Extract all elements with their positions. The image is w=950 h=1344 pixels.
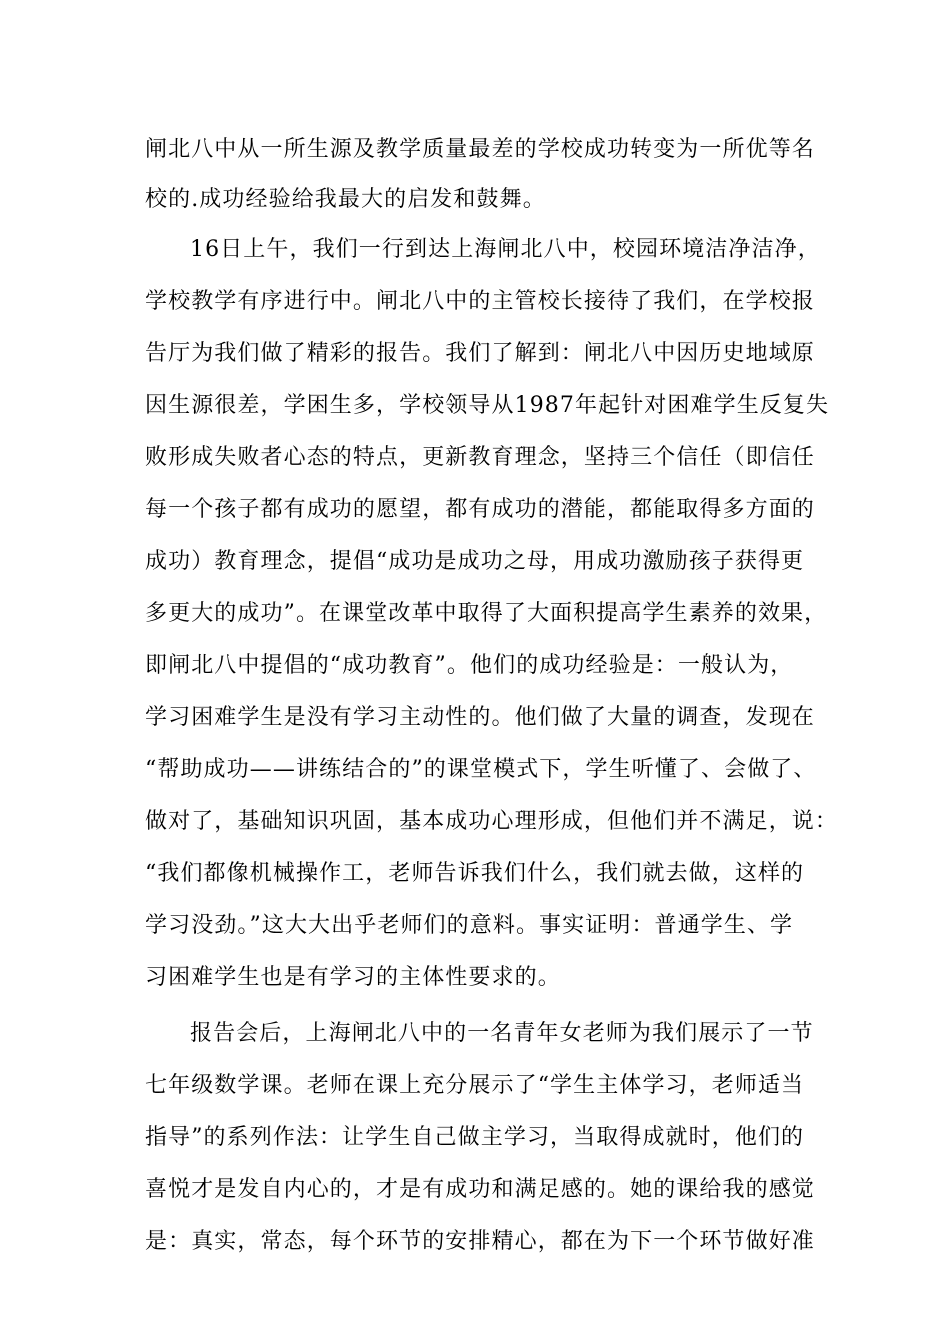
text-line: 学校教学有序进行中。闸北八中的主管校长接待了我们，在学校报 [145, 289, 815, 314]
text-line: 每一个孩子都有成功的愿望，都有成功的潜能，都能取得多方面的 [145, 497, 815, 522]
text-line: “我们都像机械操作工，老师告诉我们什么，我们就去做，这样的 [145, 861, 805, 886]
text-line: 七年级数学课。老师在课上充分展示了“学生主体学习，老师适当 [145, 1073, 805, 1098]
text-line: 学习没劲。”这大大出乎老师们的意料。事实证明：普通学生、学 [145, 913, 794, 938]
text-line: 闸北八中从一所生源及教学质量最差的学校成功转变为一所优等名 [145, 137, 815, 162]
text-line: 喜悦才是发自内心的，才是有成功和满足感的。她的课给我的感觉 [145, 1177, 815, 1202]
text-line: 校的.成功经验给我最大的启发和鼓舞。 [145, 187, 546, 212]
text-line: 是：真实，常态，每个环节的安排精心，都在为下一个环节做好准 [145, 1229, 815, 1254]
text-line: “帮助成功——讲练结合的”的课堂模式下，学生听懂了、会做了、 [145, 757, 817, 782]
text-line: 学习困难学生是没有学习主动性的。他们做了大量的调查，发现在 [145, 705, 815, 730]
text-line: 成功）教育理念，提倡“成功是成功之母，用成功激励孩子获得更 [145, 549, 805, 574]
text-line: 多更大的成功”。在课堂改革中取得了大面积提高学生素养的效果， [145, 601, 828, 626]
text-line: 告厅为我们做了精彩的报告。我们了解到：闸北八中因历史地域原 [145, 341, 815, 366]
text-line: 16日上午，我们一行到达上海闸北八中，校园环境洁净洁净， [190, 237, 821, 262]
text-line: 报告会后，上海闸北八中的一名青年女老师为我们展示了一节 [190, 1021, 814, 1046]
text-line: 败形成失败者心态的特点，更新教育理念，坚持三个信任（即信任 [145, 445, 815, 470]
text-line: 即闸北八中提倡的“成功教育”。他们的成功经验是：一般认为， [145, 653, 794, 678]
text-line: 习困难学生也是有学习的主体性要求的。 [145, 965, 561, 990]
text-line: 因生源很差，学困生多，学校领导从1987年起针对困难学生反复失 [145, 393, 830, 418]
text-line: 做对了，基础知识巩固，基本成功心理形成，但他们并不满足，说： [145, 809, 839, 834]
text-line: 指导”的系列作法：让学生自己做主学习，当取得成就时，他们的 [145, 1125, 805, 1150]
